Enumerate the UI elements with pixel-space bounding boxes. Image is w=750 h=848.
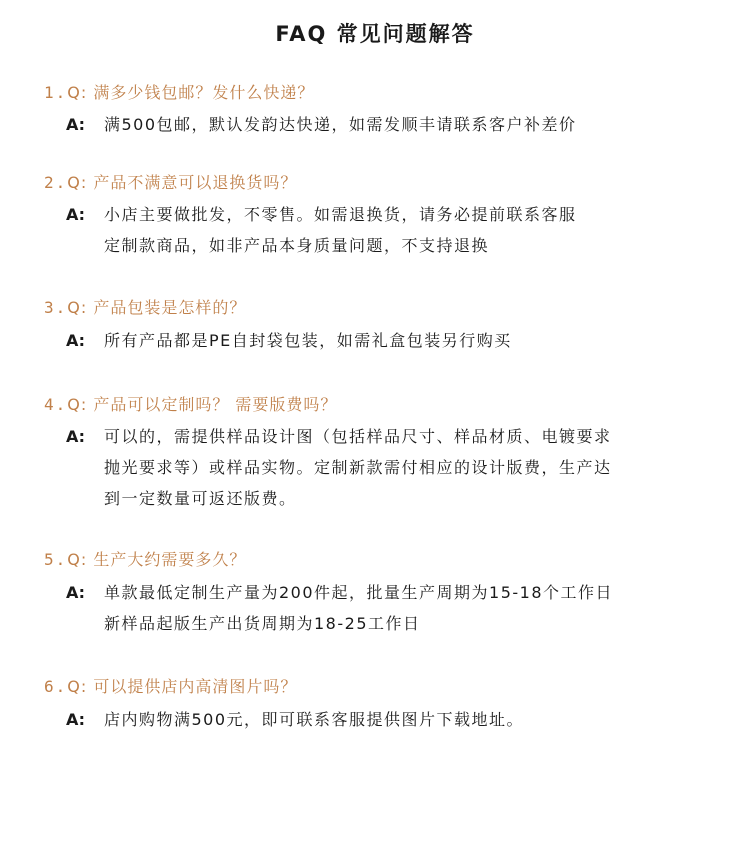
answer-line: 定制款商品，如非产品本身质量问题，不支持退换 <box>104 236 490 255</box>
answer-line: 可以的，需提供样品设计图（包括样品尺寸、样品材质、电镀要求 <box>104 427 612 446</box>
answer-line: 抛光要求等）或样品实物。定制新款需付相应的设计版费，生产达 <box>104 458 612 477</box>
faq-question-text: Q: 满多少钱包邮？发什么快递？ <box>67 83 315 102</box>
faq-number: 5. <box>44 550 68 569</box>
answer-line: 新样品起版生产出货周期为18-25工作日 <box>104 614 421 633</box>
faq-number: 1. <box>44 83 68 102</box>
answer-line: 单款最低定制生产量为200件起，批量生产周期为15-18个工作日 <box>104 583 614 602</box>
faq-number: 6. <box>44 677 68 696</box>
answer-line: 到一定数量可返还版费。 <box>104 489 297 508</box>
faq-question-text: Q: 可以提供店内高清图片吗？ <box>67 677 298 696</box>
faq-question-text: Q: 产品包装是怎样的？ <box>67 298 247 317</box>
faq-question-6 <box>44 676 297 698</box>
faq-number: 3. <box>44 298 68 317</box>
faq-number: 2. <box>44 173 68 192</box>
answer-line: 所有产品都是PE自封袋包装，如需礼盒包装另行购买 <box>104 331 512 350</box>
faq-question-text: Q: 生产大约需要多久？ <box>67 550 247 569</box>
faq-question-4 <box>44 394 337 416</box>
answer-marker: A: <box>66 115 86 134</box>
faq-question-2 <box>44 172 297 194</box>
answer-line: 店内购物满500元，即可联系客服提供图片下载地址。 <box>104 710 525 729</box>
answer-marker: A: <box>66 710 86 729</box>
answer-line: 小店主要做批发，不零售。如需退换货，请务必提前联系客服 <box>104 205 577 224</box>
faq-question-5 <box>44 549 246 571</box>
faq-question-1 <box>44 82 314 104</box>
page-title: FAQ 常见问题解答 <box>275 22 475 46</box>
answer-marker: A: <box>66 427 86 446</box>
answer-marker: A: <box>66 331 86 350</box>
answer-marker: A: <box>66 583 86 602</box>
answer-marker: A: <box>66 205 86 224</box>
answer-line: 满500包邮，默认发韵达快递，如需发顺丰请联系客户补差价 <box>104 115 577 134</box>
faq-question-3 <box>44 297 246 319</box>
faq-question-text: Q: 产品可以定制吗？ 需要版费吗？ <box>67 395 338 414</box>
faq-number: 4. <box>44 395 68 414</box>
faq-question-text: Q: 产品不满意可以退换货吗？ <box>67 173 298 192</box>
